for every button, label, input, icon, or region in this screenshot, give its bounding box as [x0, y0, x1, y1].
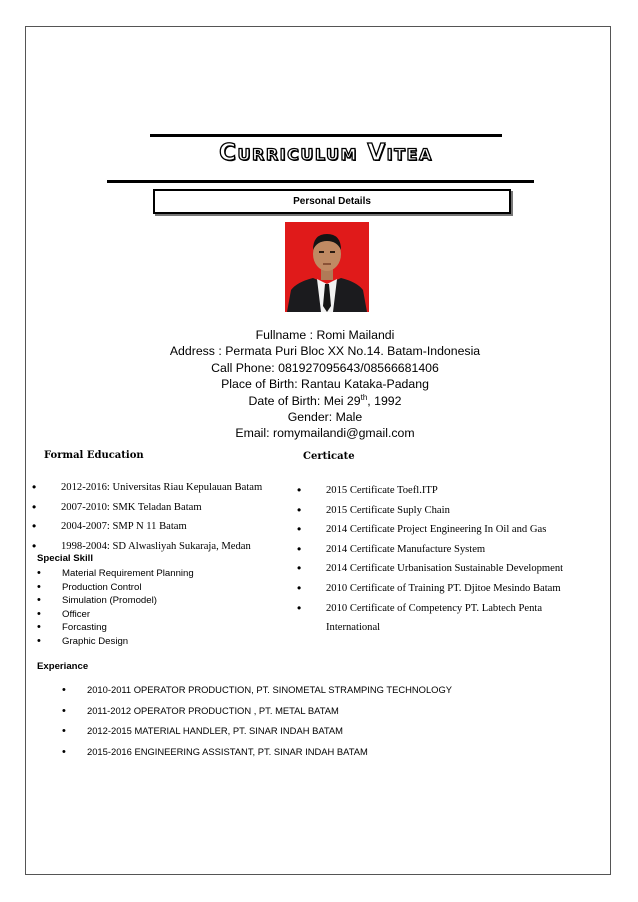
- list-item: • Graphic Design: [37, 635, 277, 649]
- list-item: • 1998-2004: SD Alwasliyah Sukaraja, Medan: [32, 537, 292, 557]
- list-item: • Material Requirement Planning: [37, 567, 277, 581]
- list-item: • 2011-2012 OPERATOR PRODUCTION , PT. METAL BATAM: [62, 701, 592, 722]
- education-list: [32, 478, 292, 556]
- list-item: • 2015-2016 ENGINEERING ASSISTANT, PT. SINAR INDAH BATAM: [62, 742, 592, 763]
- certificates-list: [297, 481, 587, 638]
- profile-photo: [285, 222, 369, 312]
- birthplace: Place of Birth: Rantau Kataka-Padang: [221, 377, 429, 392]
- experience-list: [62, 680, 592, 762]
- certificates-heading: Certicate: [303, 451, 355, 462]
- list-item: • 2012-2015 MATERIAL HANDLER, PT. SINAR INDAH BATAM: [62, 721, 592, 742]
- date-of-birth: [160, 393, 490, 409]
- list-item: • 2010-2011 OPERATOR PRODUCTION, PT. SINOMETAL STRAMPING TECHNOLOGY: [62, 680, 592, 701]
- skills-list: [37, 567, 277, 649]
- personal-details-header: [153, 189, 511, 214]
- email: Email: romymailandi@gmail.com: [235, 426, 415, 441]
- dob-prefix: Date of Birth: Mei 29: [248, 393, 361, 408]
- list-item: • 2014 Certificate Project Engineering In Oil and Gas: [297, 520, 587, 540]
- list-item: • 2007-2010: SMK Teladan Batam: [32, 498, 292, 518]
- personal-details: [160, 327, 490, 442]
- list-item: • Simulation (Promodel): [37, 594, 277, 608]
- list-item: • 2015 Certificate Suply Chain: [297, 501, 587, 521]
- dob-sup: th: [360, 392, 368, 402]
- portrait-image: [285, 222, 369, 312]
- experience-heading: Experiance: [37, 661, 89, 672]
- document-title: Curriculum Vitea: [219, 140, 433, 166]
- education-heading: Formal Education: [44, 450, 144, 461]
- list-item: • Production Control: [37, 581, 277, 595]
- skills-heading: Special Skill: [37, 553, 93, 564]
- list-item: • Forcasting: [37, 621, 277, 635]
- gender: Gender: Male: [287, 410, 363, 425]
- dob-suffix: , 1992: [367, 393, 402, 408]
- title-bottom-rule: [107, 180, 534, 183]
- personal-details-label: Personal Details: [293, 196, 371, 207]
- list-item: • 2010 Certificate of Competency PT. Labtech Penta International: [297, 599, 587, 638]
- list-item: • 2010 Certificate of Training PT. Djitoe Mesindo Batam: [297, 579, 587, 599]
- title-top-rule: [150, 134, 502, 137]
- fullname: Fullname : Romi Mailandi: [255, 328, 395, 342]
- address: Address : Permata Puri Bloc XX No.14. Batam-Indonesia: [169, 344, 481, 359]
- list-item: • 2014 Certificate Manufacture System: [297, 540, 587, 560]
- phone: Call Phone: 081927095643/08566681406: [211, 360, 439, 375]
- list-item: • 2012-2016: Universitas Riau Kepulauan Batam: [32, 478, 292, 498]
- list-item: • 2014 Certificate Urbanisation Sustainable Development: [297, 559, 587, 579]
- list-item: • 2004-2007: SMP N 11 Batam: [32, 517, 292, 537]
- list-item: • 2015 Certificate Toefl.ITP: [297, 481, 587, 501]
- list-item: • Officer: [37, 608, 277, 622]
